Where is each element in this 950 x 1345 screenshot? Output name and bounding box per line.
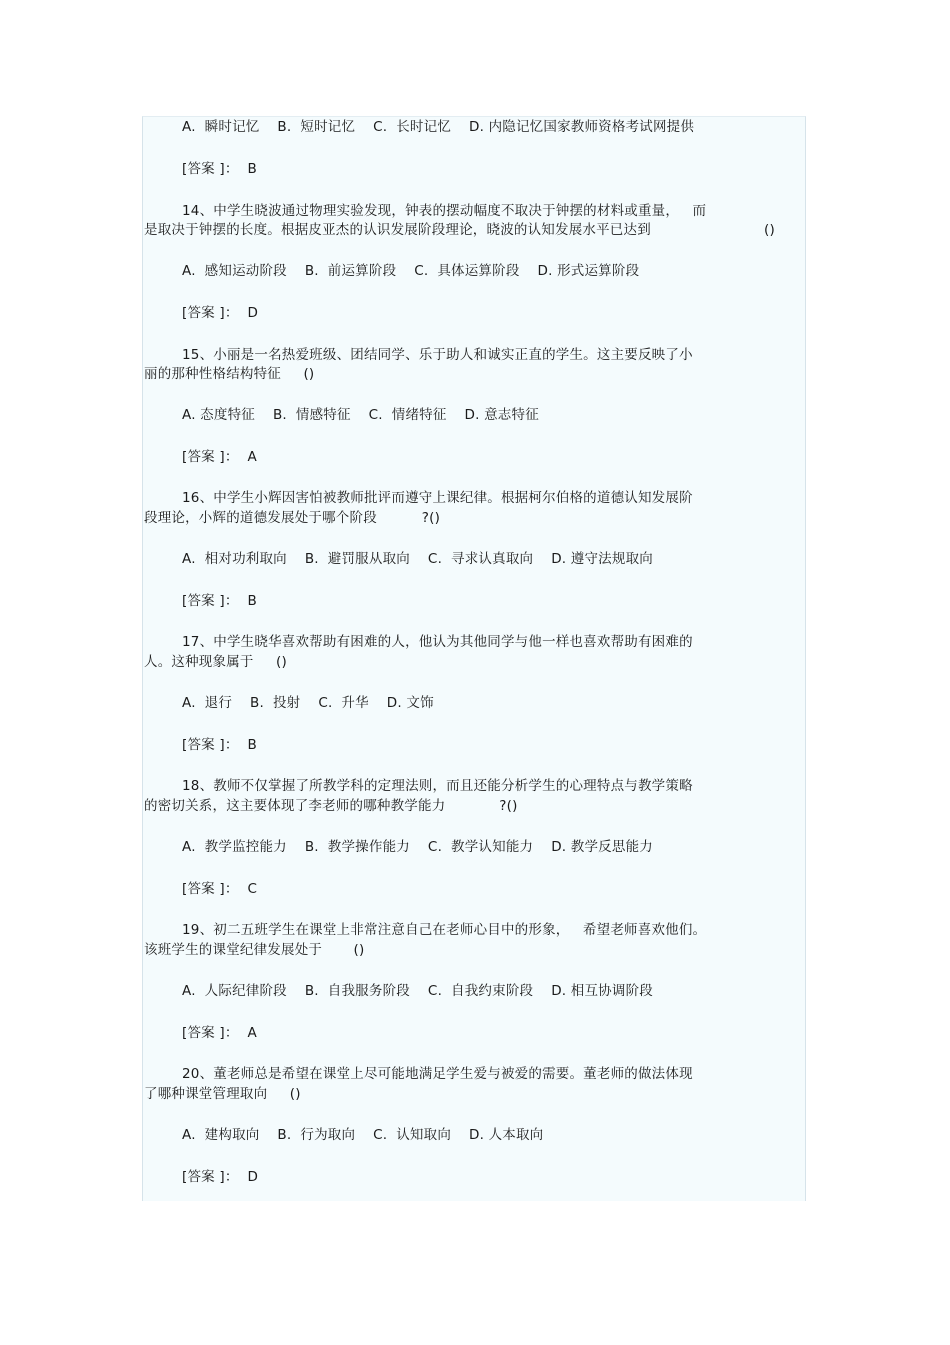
q17-answer: [答案 ]： B: [182, 737, 257, 753]
q16-stem-line1: 16、中学生小辉因害怕被教师批评而遵守上课纪律。根据柯尔伯格的道德认知发展阶: [182, 490, 693, 506]
q19-answer: [答案 ]： A: [182, 1025, 257, 1041]
q19-stem-line1: 19、初二五班学生在课堂上非常注意自己在老师心目中的形象， 希望老师喜欢他们。: [182, 922, 707, 938]
q18-stem-line2: 的密切关系，这主要体现了李老师的哪种教学能力 ?(): [144, 798, 518, 814]
q20-stem-line2: 了哪种课堂管理取向 (): [144, 1086, 301, 1102]
q20-stem-line1: 20、董老师总是希望在课堂上尽可能地满足学生爱与被爱的需要。董老师的做法体现: [182, 1066, 693, 1082]
q17-stem-line2: 人。这种现象属于 (): [144, 654, 287, 670]
q16-stem-line2: 段理论，小辉的道德发展处于哪个阶段 ?(): [144, 510, 441, 526]
q18-options: A. 教学监控能力 B. 教学操作能力 C. 教学认知能力 D. 教学反思能力: [182, 839, 653, 855]
q14-blank: (): [764, 222, 775, 238]
q16-answer: [答案 ]： B: [182, 593, 257, 609]
q16-options: A. 相对功利取向 B. 避罚服从取向 C. 寻求认真取向 D. 遵守法规取向: [182, 551, 653, 567]
q20-options: A. 建构取向 B. 行为取向 C. 认知取向 D. 人本取向: [182, 1127, 544, 1143]
q15-stem-line2: 丽的那种性格结构特征 (): [144, 366, 315, 382]
q13-options: A. 瞬时记忆 B. 短时记忆 C. 长时记忆 D. 内隐记忆国家教师资格考试网提供: [182, 119, 695, 135]
q14-options: A. 感知运动阶段 B. 前运算阶段 C. 具体运算阶段 D. 形式运算阶段: [182, 263, 640, 279]
q19-stem-line2: 该班学生的课堂纪律发展处于 (): [144, 942, 365, 958]
q20-answer: [答案 ]： D: [182, 1169, 259, 1185]
q14-stem-line2: 是取决于钟摆的长度。根据皮亚杰的认识发展阶段理论，晓波的认知发展水平已达到: [144, 222, 651, 238]
q15-answer: [答案 ]： A: [182, 449, 257, 465]
q13-answer: [答案 ]： B: [182, 161, 257, 177]
q18-answer: [答案 ]： C: [182, 881, 258, 897]
q14-stem-line1: 14、中学生晓波通过物理实验发现，钟表的摆动幅度不取决于钟摆的材料或重量， 而: [182, 203, 707, 219]
q15-stem-line1: 15、小丽是一名热爱班级、团结同学、乐于助人和诚实正直的学生。这主要反映了小: [182, 347, 693, 363]
q18-stem-line1: 18、教师不仅掌握了所教学科的定理法则，而且还能分析学生的心理特点与教学策略: [182, 778, 693, 794]
q17-options: A. 退行 B. 投射 C. 升华 D. 文饰: [182, 695, 434, 711]
q17-stem-line1: 17、中学生晓华喜欢帮助有困难的人，他认为其他同学与他一样也喜欢帮助有困难的: [182, 634, 693, 650]
q19-options: A. 人际纪律阶段 B. 自我服务阶段 C. 自我约束阶段 D. 相互协调阶段: [182, 983, 653, 999]
q15-options: A. 态度特征 B. 情感特征 C. 情绪特征 D. 意志特征: [182, 407, 539, 423]
q14-answer: [答案 ]： D: [182, 305, 259, 321]
